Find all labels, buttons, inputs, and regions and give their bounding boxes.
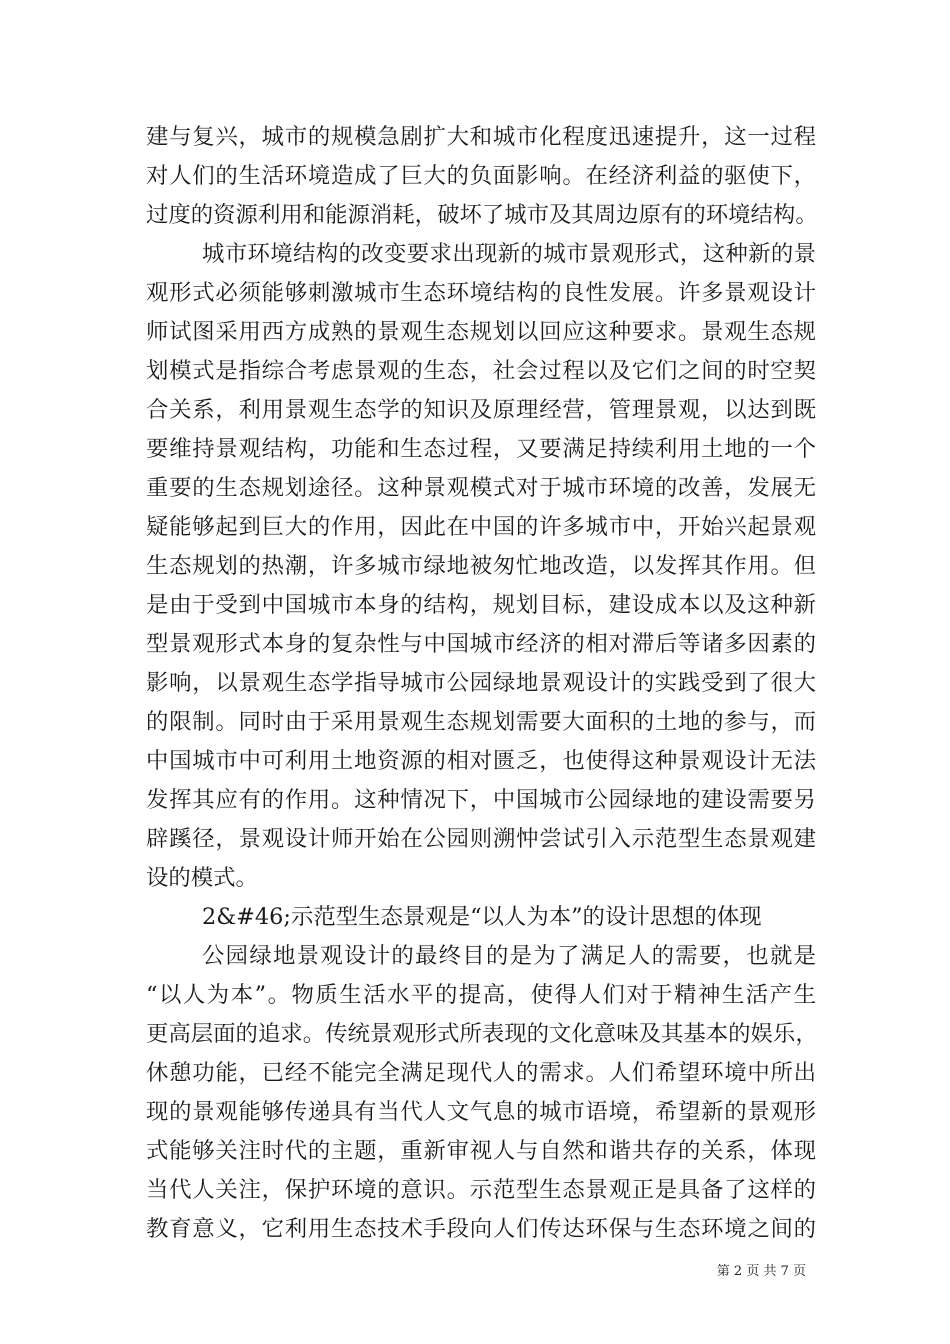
paragraph-line: 更高层面的追求。传统景观形式所表现的文化意味及其基本的娱乐， — [146, 1021, 818, 1047]
paragraph-line: 公园绿地景观设计的最终目的是为了满足人的需要，也就是 — [202, 943, 816, 969]
paragraph-line: 中国城市中可利用土地资源的相对匮乏，也使得这种景观设计无法 — [146, 748, 816, 774]
paragraph-line: 休憩功能，已经不能完全满足现代人的需求。人们希望环境中所出 — [146, 1060, 816, 1086]
paragraph-line: 重要的生态规划途径。这种景观模式对于城市环境的改善，发展无 — [146, 475, 816, 501]
paragraph-line: 发挥其应有的作用。这种情况下，中国城市公园绿地的建设需要另 — [146, 787, 816, 813]
paragraph-line: 设的模式。 — [146, 865, 258, 891]
paragraph-line: 式能够关注时代的主题，重新审视人与自然和谐共存的关系，体现 — [146, 1138, 816, 1164]
paragraph-line: 影响，以景观生态学指导城市公园绿地景观设计的实践受到了很大 — [146, 670, 816, 696]
paragraph-line: 对人们的生活环境造成了巨大的负面影响。在经济利益的驱使下， — [146, 163, 816, 189]
paragraph-line: 当代人关注，保护环境的意识。示范型生态景观正是具备了这样的 — [146, 1177, 816, 1203]
paragraph-line: 观形式必须能够刺激城市生态环境结构的良性发展。许多景观设计 — [146, 280, 816, 306]
paragraph-line: 辟蹊径，景观设计师开始在公园则溯忡尝试引入示范型生态景观建 — [146, 826, 816, 852]
paragraph-line: 建与复兴，城市的规模急剧扩大和城市化程度迅速提升，这一过程 — [146, 124, 816, 150]
paragraph-line: 教育意义，它利用生态技术手段向人们传达环保与生态环境之间的 — [146, 1216, 816, 1242]
paragraph-line: 合关系，利用景观生态学的知识及原理经营，管理景观，以达到既 — [146, 397, 816, 423]
paragraph-line: 要维持景观结构，功能和生态过程，又要满足持续利用土地的一个 — [146, 436, 816, 462]
paragraph-line: 师试图采用西方成熟的景观生态规划以回应这种要求。景观生态规 — [146, 319, 816, 345]
paragraph-line: “以人为本”。物质生活水平的提高，使得人们对于精神生活产生 — [146, 982, 816, 1008]
paragraph-line: 城市环境结构的改变要求出现新的城市景观形式，这种新的景 — [202, 241, 816, 267]
page-number: 第 2 页 共 7 页 — [716, 1264, 806, 1279]
paragraph-line: 过度的资源利用和能源消耗，破坏了城市及其周边原有的环境结构。 — [146, 202, 818, 228]
document-body — [146, 118, 816, 1249]
paragraph-line: 现的景观能够传递具有当代人文气息的城市语境，希望新的景观形 — [146, 1099, 816, 1125]
paragraph-line: 划模式是指综合考虑景观的生态，社会过程以及它们之间的时空契 — [146, 358, 816, 384]
paragraph-line: 是由于受到中国城市本身的结构，规划目标，建设成本以及这种新 — [146, 592, 816, 618]
paragraph-line: 疑能够起到巨大的作用，因此在中国的许多城市中，开始兴起景观 — [146, 514, 816, 540]
section-heading: 2&#46;示范型生态景观是“以人为本”的设计思想的体现 — [202, 904, 762, 930]
paragraph-line: 生态规划的热潮，许多城市绿地被匆忙地改造，以发挥其作用。但 — [146, 553, 816, 579]
paragraph-line: 型景观形式本身的复杂性与中国城市经济的相对滞后等诸多因素的 — [146, 631, 816, 657]
paragraph-line: 的限制。同时由于采用景观生态规划需要大面积的土地的参与，而 — [146, 709, 816, 735]
